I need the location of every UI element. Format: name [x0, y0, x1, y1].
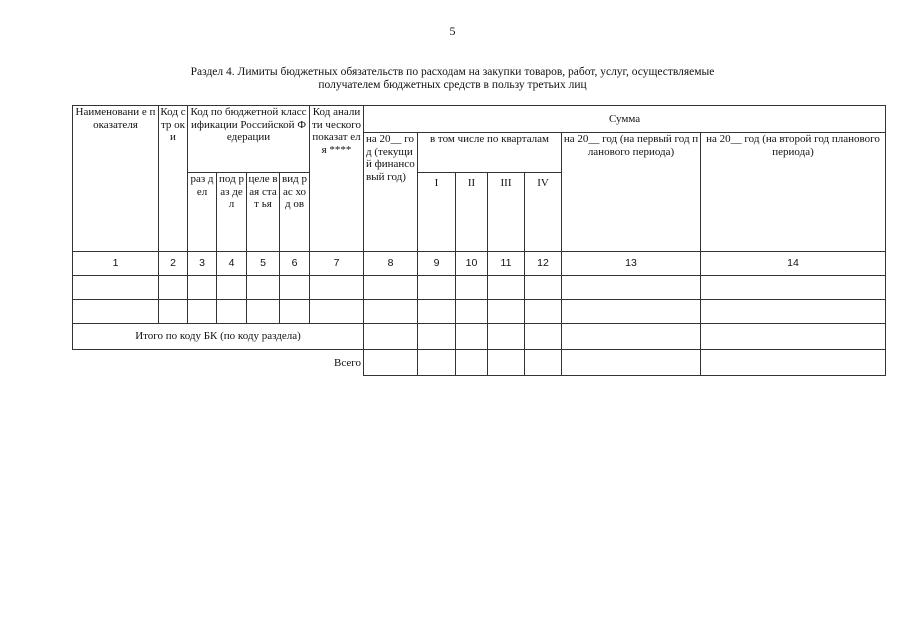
table-cell [562, 350, 701, 376]
table-cell [562, 276, 701, 300]
table-cell [364, 300, 418, 324]
total-label: Всего [73, 350, 364, 376]
subtotal-row [73, 324, 886, 350]
table-cell [247, 276, 280, 300]
table-cell [488, 350, 525, 376]
table-cell [488, 276, 525, 300]
table-row [73, 276, 886, 300]
table-cell [188, 276, 217, 300]
column-number: 11 [488, 252, 525, 276]
table-cell [562, 324, 701, 350]
table-cell [456, 324, 488, 350]
header-target-article: целе вая стат ья [247, 173, 280, 252]
header-second-plan-year: на 20__ год (на второй год планового периода) [701, 133, 886, 252]
column-number: 1 [73, 252, 159, 276]
table-cell [418, 350, 456, 376]
section-title-line2: получателем бюджетных средств в пользу третьих лиц [318, 79, 587, 91]
table-cell [488, 324, 525, 350]
header-name: Наименовани е показателя [73, 106, 159, 252]
section-title-line1: Раздел 4. Лимиты бюджетных обязательств по расходам на закупки товаров, работ, услуг, осуществляемые [190, 66, 715, 78]
table-cell [364, 324, 418, 350]
header-quarters: в том числе по кварталам [418, 133, 562, 173]
table-cell [217, 300, 247, 324]
header-podrazdel: под раз дел [217, 173, 247, 252]
header-quarter-4: IV [525, 173, 562, 252]
column-number: 10 [456, 252, 488, 276]
header-razdel: раз дел [188, 173, 217, 252]
table-cell [418, 276, 456, 300]
header-quarter-3: III [488, 173, 525, 252]
column-number: 5 [247, 252, 280, 276]
table-cell [217, 276, 247, 300]
table-cell [701, 276, 886, 300]
table-cell [280, 276, 310, 300]
table-cell [73, 276, 159, 300]
table-cell [364, 276, 418, 300]
table-cell [525, 350, 562, 376]
table-cell [456, 300, 488, 324]
table-cell [701, 324, 886, 350]
header-expense-type: вид рас ход ов [280, 173, 310, 252]
table-cell [525, 276, 562, 300]
table-row [73, 300, 886, 324]
subtotal-label: Итого по коду БК (по коду раздела) [73, 324, 364, 350]
header-bk-code: Код по бюджетной классификации Российской Федерации [188, 106, 310, 173]
table-cell [310, 276, 364, 300]
table-cell [456, 276, 488, 300]
column-number: 12 [525, 252, 562, 276]
table-cell [488, 300, 525, 324]
table-cell [701, 350, 886, 376]
total-row [73, 350, 886, 376]
column-number: 3 [188, 252, 217, 276]
column-number: 13 [562, 252, 701, 276]
table-cell [418, 300, 456, 324]
header-current-year: на 20__ год (текущи й финансо вый год) [364, 133, 418, 252]
header-row-1 [73, 106, 886, 133]
table-cell [188, 300, 217, 324]
table-cell [247, 300, 280, 324]
column-number: 2 [159, 252, 188, 276]
column-number: 7 [310, 252, 364, 276]
table-cell [280, 300, 310, 324]
column-number: 8 [364, 252, 418, 276]
column-number: 9 [418, 252, 456, 276]
section-title [80, 66, 825, 92]
table-cell [525, 300, 562, 324]
table-cell [310, 300, 364, 324]
header-sum: Сумма [364, 106, 886, 133]
page-number: 5 [449, 24, 456, 38]
table-cell [456, 350, 488, 376]
column-numbers-row [73, 252, 886, 276]
column-number: 14 [701, 252, 886, 276]
column-number: 4 [217, 252, 247, 276]
table-cell [525, 324, 562, 350]
table-cell [562, 300, 701, 324]
table-cell [701, 300, 886, 324]
table-cell [418, 324, 456, 350]
header-quarter-2: II [456, 173, 488, 252]
table-cell [73, 300, 159, 324]
header-row-code: Код стр оки [159, 106, 188, 252]
table-cell [159, 300, 188, 324]
header-quarter-1: I [418, 173, 456, 252]
header-first-plan-year: на 20__ год (на первый год планового периода) [562, 133, 701, 252]
table-cell [159, 276, 188, 300]
limits-table [72, 105, 886, 376]
table-cell [364, 350, 418, 376]
column-number: 6 [280, 252, 310, 276]
header-analytic-code: Код аналити ческого показат еля **** [310, 106, 364, 252]
